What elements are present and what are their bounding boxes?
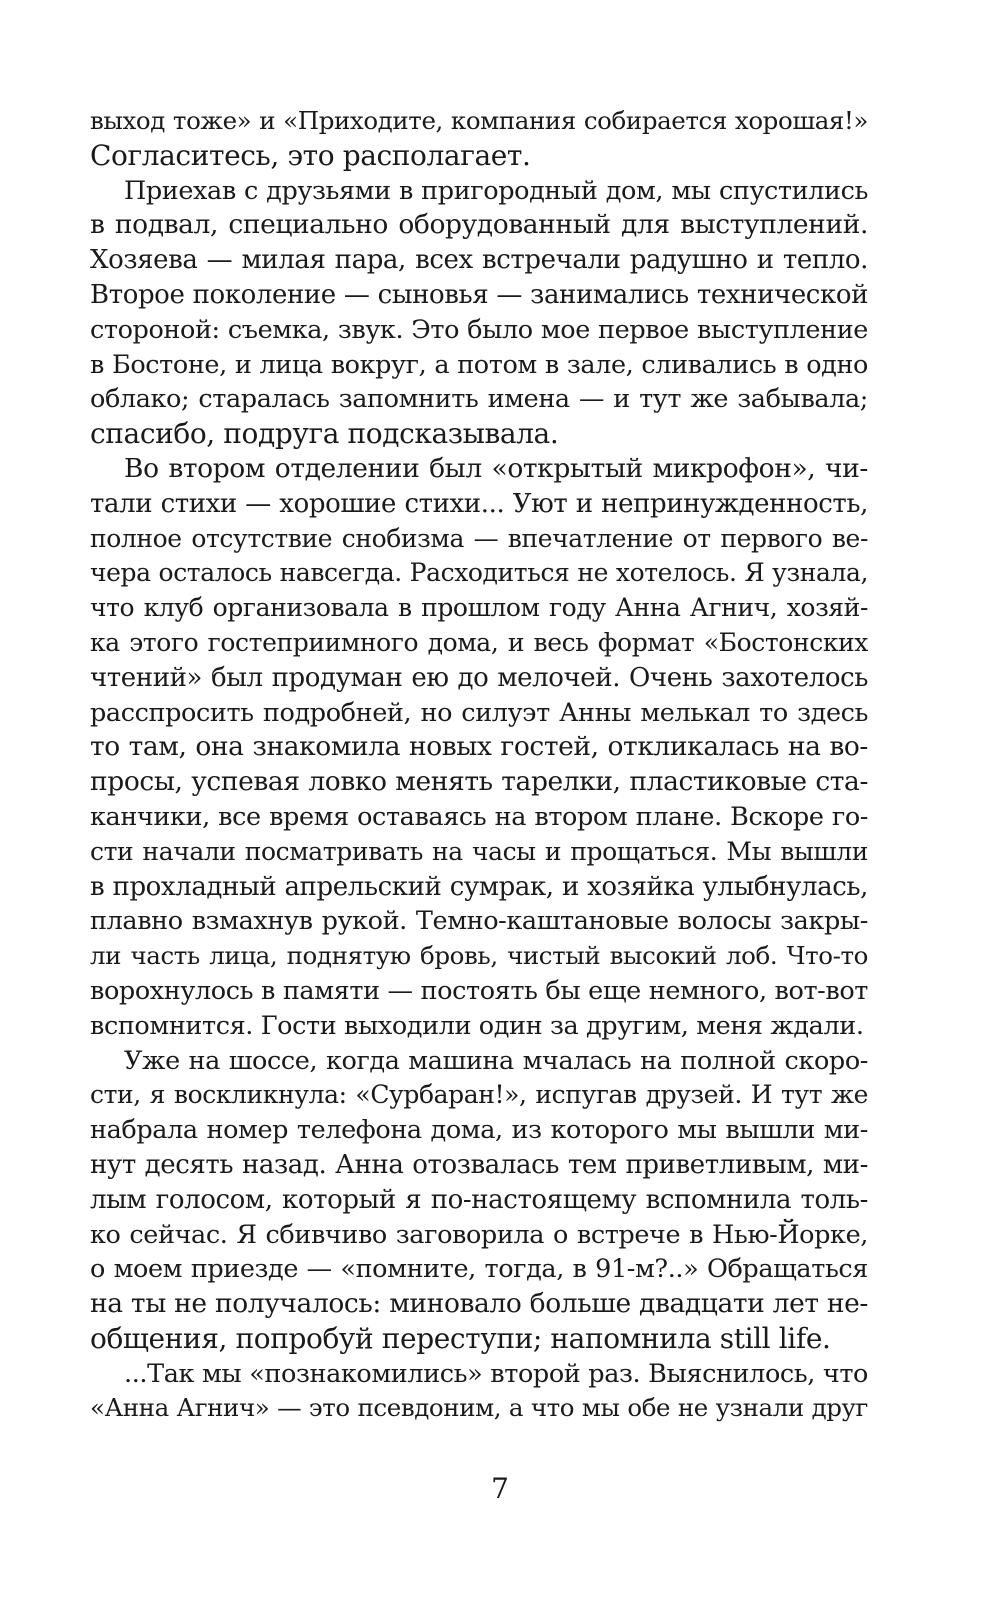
- text-line: на ты не получалось: миновало больше двадцати лет не-: [90, 1288, 868, 1320]
- text-line: нут десять назад. Анна отозвалась тем приветливым, ми-: [90, 1149, 868, 1180]
- text-line: стороной: съемка, звук. Это было мое первое выступление: [90, 314, 868, 345]
- text-line: полное отсутствие снобизма — впечатление от первого ве-: [90, 523, 868, 553]
- text-line: Хозяева — милая пара, всех встречали радушно и тепло.: [90, 245, 868, 276]
- text-line: сти начали посматривать на часы и прощаться. Мы вышли: [90, 836, 868, 866]
- text-line: чтений» был продуман ею до мелочей. Очень захотелось: [90, 662, 868, 693]
- text-line: выход тоже» и «Приходите, компания собирается хорошая!»: [90, 106, 868, 135]
- text-line: Второе поколение — сыновья — занимались технической: [90, 279, 868, 310]
- text-line: сти, я воскликнула: «Сурбаран!», испугав друзей. И тут же: [90, 1080, 868, 1110]
- text-line: канчики, все время оставаясь на втором плане. Вскоре го-: [90, 801, 868, 832]
- text-line: спасибо, подруга подсказывала.: [90, 417, 559, 451]
- text-line: «Анна Агнич» — это псевдоним, а что мы обе не узнали друг: [90, 1393, 868, 1423]
- text-line: Приехав с друзьями в пригородный дом, мы спустились: [124, 175, 868, 206]
- text-line: ка этого гостеприимного дома, и весь формат «Бостонских: [90, 627, 868, 657]
- page-number: 7: [491, 1472, 509, 1505]
- text-line: в подвал, специально оборудованный для выступлений.: [90, 209, 868, 241]
- text-line: что клуб организовала в прошлом году Анна Агнич, хозяй-: [90, 593, 868, 623]
- text-line: облако; старалась запомнить имена — и тут же забывала;: [90, 384, 868, 415]
- text-line: Согласитесь, это располагает.: [90, 138, 531, 172]
- text-line: чера осталось навсегда. Расходиться не хотелось. Я узнала,: [90, 558, 868, 588]
- text-line: в прохладный апрельский сумрак, и хозяйка улыбнулась,: [90, 871, 868, 902]
- body-text: [90, 104, 868, 1426]
- text-line: ко сейчас. Я сбивчиво заговорила о встрече в Нью-Йорке,: [90, 1219, 868, 1250]
- text-line: ...Так мы «познакомились» второй раз. Выяснилось, что: [124, 1358, 868, 1389]
- text-line: Уже на шоссе, когда машина мчалась на полной скоро-: [124, 1045, 868, 1076]
- text-line: расспросить подробней, но силуэт Анны мелькал то здесь: [90, 697, 868, 728]
- text-line: ворохнулось в памяти — постоять бы еще немного, вот-вот: [90, 975, 868, 1006]
- text-line: лым голосом, который я по-настоящему вспомнила толь-: [90, 1184, 868, 1215]
- text-line: набрала номер телефона дома, из которого мы вышли ми-: [90, 1115, 868, 1146]
- text-line: Во втором отделении был «открытый микрофон», чи-: [124, 452, 868, 484]
- text-line: в Бостоне, и лица вокруг, а потом в зале, сливались в одно: [90, 349, 868, 380]
- text-line: ли часть лица, поднятую бровь, чистый высокий лоб. Что-то: [90, 941, 868, 971]
- text-line: тали стихи — хорошие стихи... Уют и непринужденность,: [90, 488, 868, 519]
- text-line: общения, попробуй переступи; напомнила still life.: [90, 1321, 831, 1355]
- text-line: о моем приезде — «помните, тогда, в 91-м?..» Обращаться: [90, 1254, 868, 1285]
- text-line: то там, она знакомила новых гостей, откликалась на во-: [90, 731, 868, 763]
- text-line: вспомнится. Гости выходили один за другим, меня ждали.: [90, 1010, 864, 1041]
- text-line: просы, успевая ловко менять тарелки, пластиковые ста-: [90, 766, 868, 798]
- text-line: плавно взмахнув рукой. Темно-каштановые волосы закры-: [90, 906, 868, 937]
